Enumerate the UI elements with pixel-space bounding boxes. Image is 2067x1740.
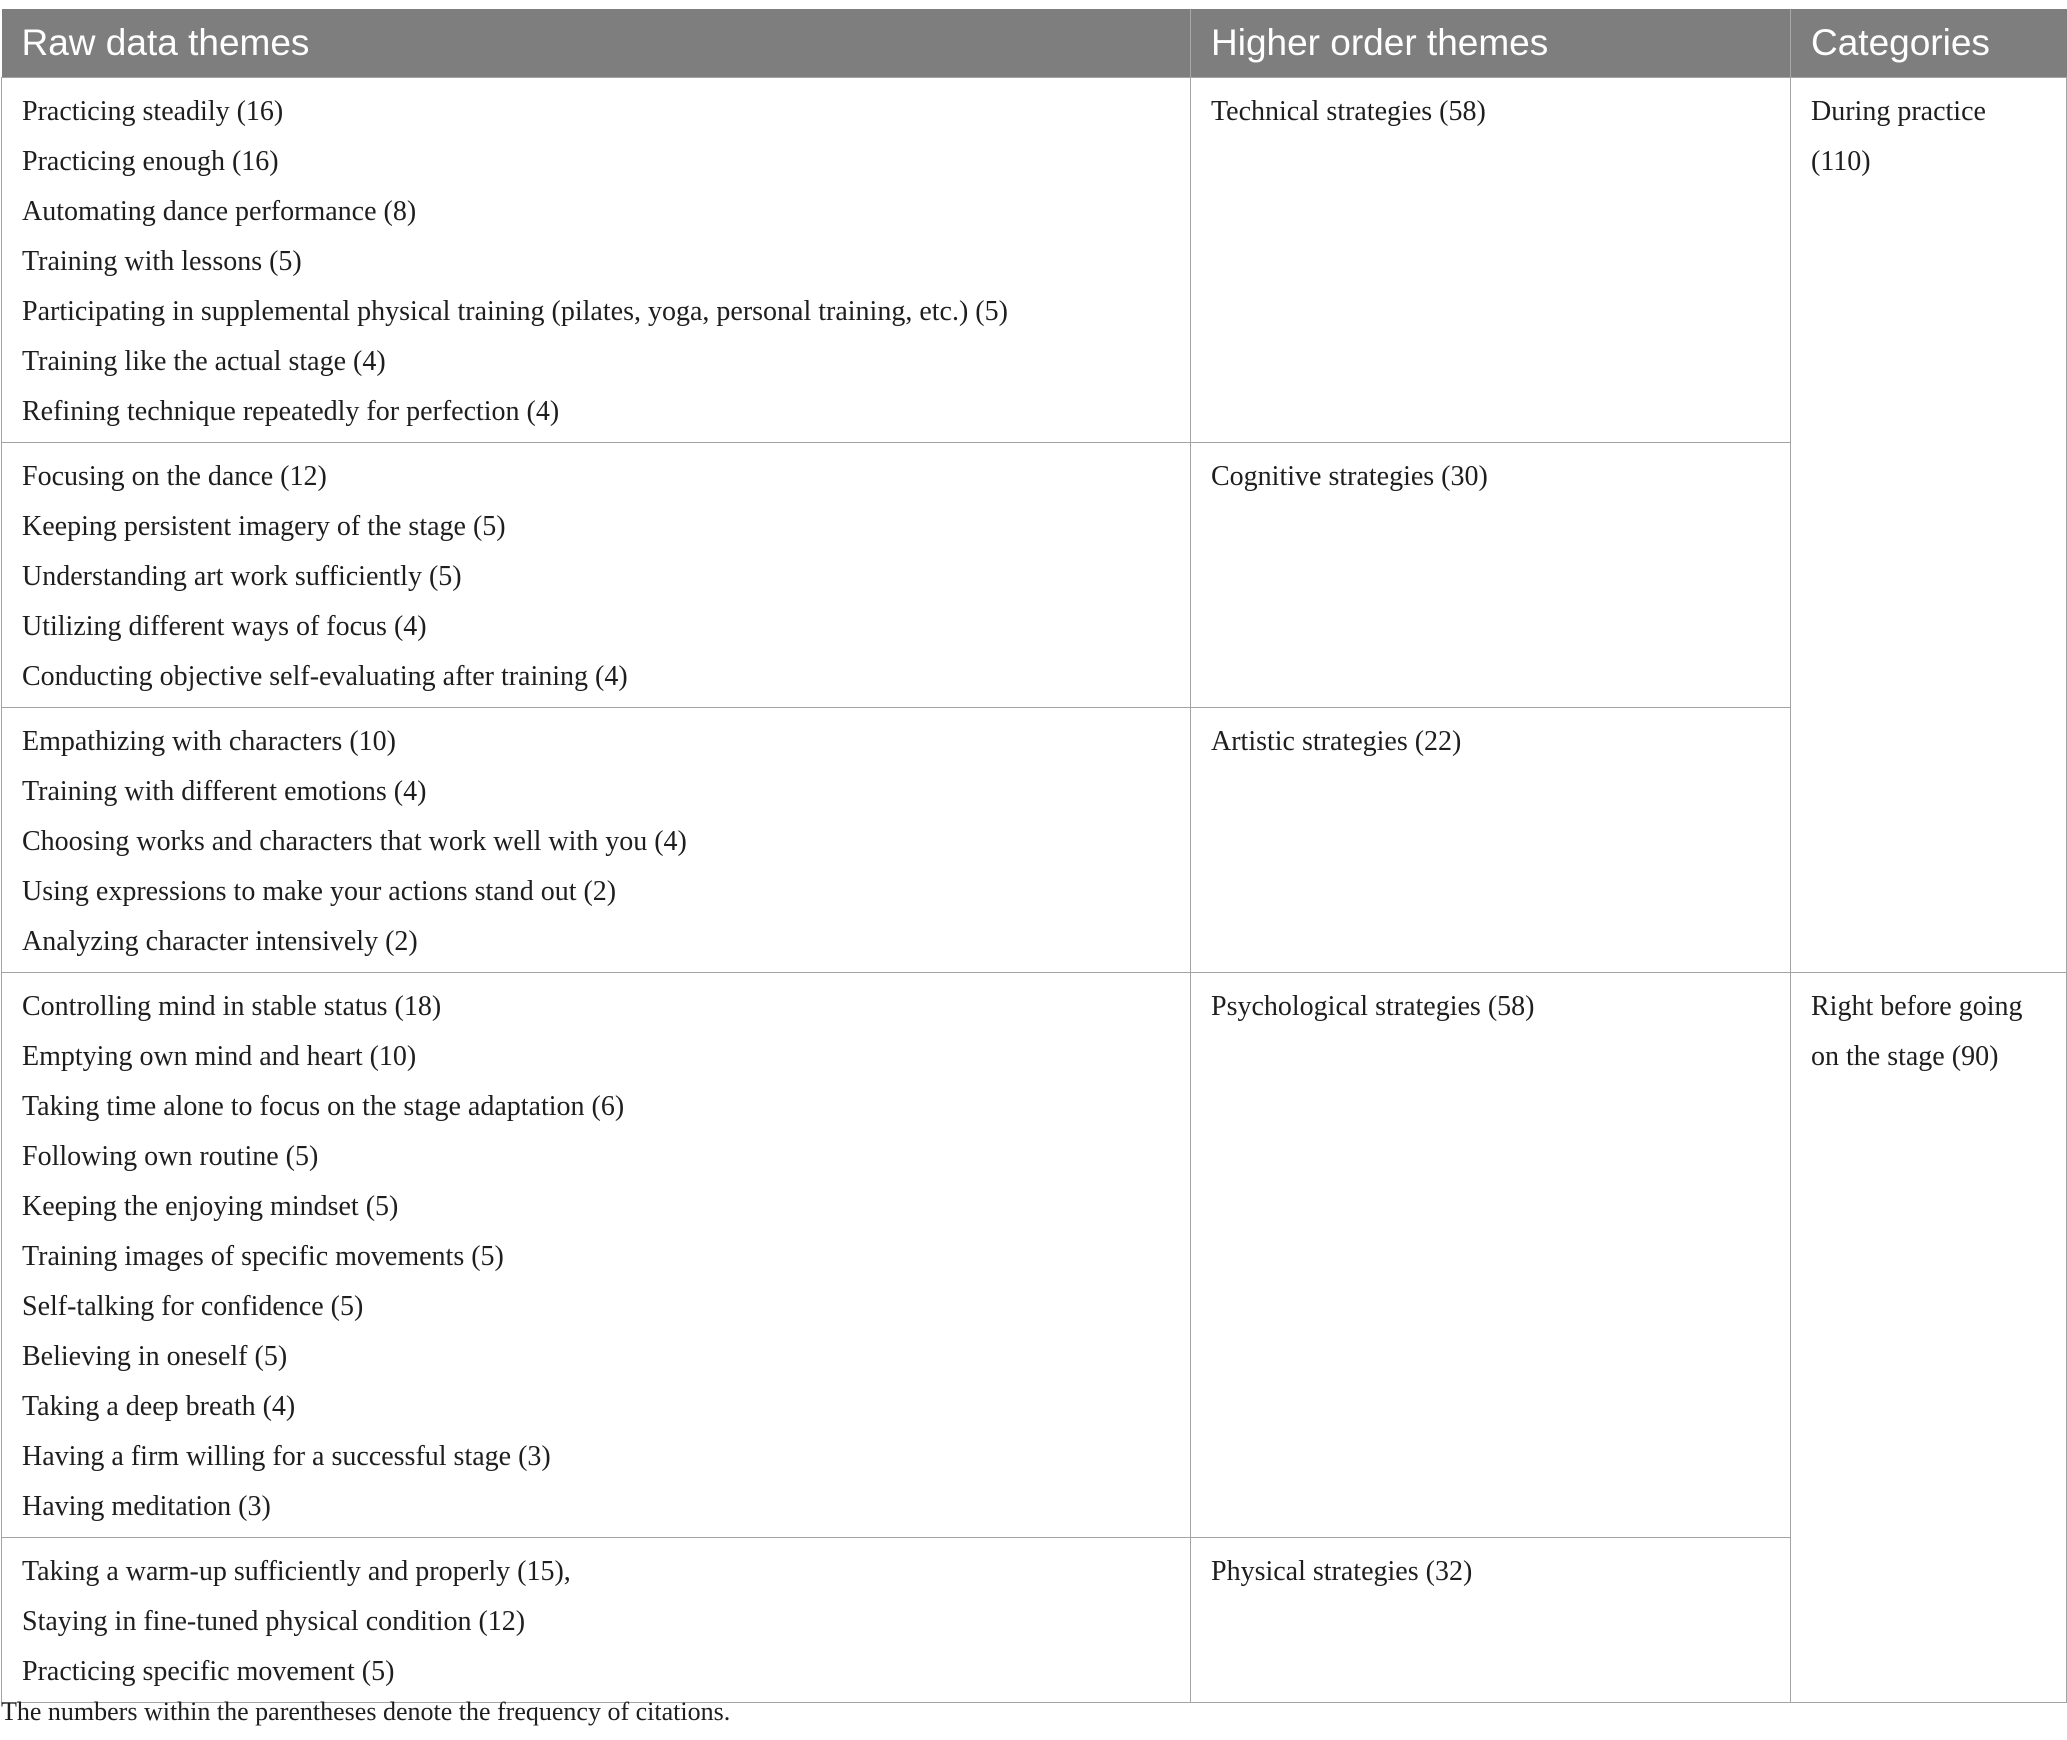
higher-order-theme-cell: [1191, 443, 1791, 708]
raw-data-themes-cell: [2, 78, 1191, 443]
higher-order-theme: Psychological strategies (58): [1211, 991, 1535, 1022]
raw-data-theme: Following own routine (5): [22, 1141, 319, 1172]
raw-data-theme: Having a firm willing for a successful stage (3): [22, 1441, 551, 1472]
table-row: [2, 443, 2067, 708]
category-label: During practice: [1811, 96, 1986, 127]
category-label: (110): [1811, 146, 1871, 177]
category-label: Right before going: [1811, 991, 2023, 1022]
raw-data-theme: Controlling mind in stable status (18): [22, 991, 442, 1022]
raw-data-theme: Taking time alone to focus on the stage adaptation (6): [22, 1091, 625, 1122]
category-cell: [1791, 973, 2067, 1703]
higher-order-theme-cell: [1191, 1538, 1791, 1703]
raw-data-theme: Having meditation (3): [22, 1491, 271, 1522]
category-label: on the stage (90): [1811, 1041, 1999, 1072]
raw-data-theme: Staying in fine-tuned physical condition (12): [22, 1606, 526, 1637]
higher-order-theme: Technical strategies (58): [1211, 96, 1486, 127]
header-raw-data-themes: Raw data themes: [2, 9, 1191, 78]
raw-data-theme: Emptying own mind and heart (10): [22, 1041, 417, 1072]
raw-data-theme: Training images of specific movements (5): [22, 1241, 504, 1272]
raw-data-theme: Utilizing different ways of focus (4): [22, 611, 427, 642]
raw-data-theme: Training with different emotions (4): [22, 776, 427, 807]
higher-order-theme: Artistic strategies (22): [1211, 726, 1462, 757]
raw-data-theme: Conducting objective self-evaluating after training (4): [22, 661, 628, 692]
table-body: [2, 78, 2067, 1703]
raw-data-theme: Choosing works and characters that work well with you (4): [22, 826, 687, 857]
raw-data-theme: Practicing steadily (16): [22, 96, 284, 127]
table-row: [2, 1538, 2067, 1703]
raw-data-theme: Refining technique repeatedly for perfection (4): [22, 396, 560, 427]
raw-data-theme: Practicing specific movement (5): [22, 1656, 395, 1687]
higher-order-theme: Cognitive strategies (30): [1211, 461, 1488, 492]
raw-data-theme: Taking a deep breath (4): [22, 1391, 296, 1422]
higher-order-theme-cell: [1191, 78, 1791, 443]
table-row: [2, 973, 2067, 1538]
raw-data-themes-cell: [2, 443, 1191, 708]
raw-data-theme: Believing in oneself (5): [22, 1341, 288, 1372]
raw-data-theme: Participating in supplemental physical training (pilates, yoga, personal training, etc.) (5): [22, 296, 1008, 327]
raw-data-theme: Understanding art work sufficiently (5): [22, 561, 462, 592]
table-footnote: The numbers within the parentheses denote the frequency of citations.: [1, 1697, 731, 1726]
raw-data-theme: Keeping the enjoying mindset (5): [22, 1191, 399, 1222]
raw-data-themes-cell: [2, 708, 1191, 973]
raw-data-theme: Training with lessons (5): [22, 246, 302, 277]
header-higher-order-themes: Higher order themes: [1191, 9, 1791, 78]
higher-order-theme: Physical strategies (32): [1211, 1556, 1473, 1587]
raw-data-themes-cell: [2, 973, 1191, 1538]
raw-data-theme: Empathizing with characters (10): [22, 726, 396, 757]
raw-data-theme: Keeping persistent imagery of the stage (5): [22, 511, 506, 542]
table-row: [2, 708, 2067, 973]
header-row: [2, 9, 2067, 78]
header-categories: Categories: [1791, 9, 2067, 78]
raw-data-theme: Focusing on the dance (12): [22, 461, 327, 492]
higher-order-theme-cell: [1191, 973, 1791, 1538]
higher-order-theme-cell: [1191, 708, 1791, 973]
raw-data-theme: Using expressions to make your actions stand out (2): [22, 876, 617, 907]
raw-data-theme: Taking a warm-up sufficiently and properly (15),: [22, 1556, 571, 1587]
raw-data-theme: Analyzing character intensively (2): [22, 926, 418, 957]
raw-data-theme: Practicing enough (16): [22, 146, 279, 177]
raw-data-theme: Automating dance performance (8): [22, 196, 417, 227]
themes-table: [1, 9, 2067, 1703]
category-cell: [1791, 78, 2067, 973]
raw-data-theme: Self-talking for confidence (5): [22, 1291, 364, 1322]
raw-data-theme: Training like the actual stage (4): [22, 346, 386, 377]
table-row: [2, 78, 2067, 443]
raw-data-themes-cell: [2, 1538, 1191, 1703]
